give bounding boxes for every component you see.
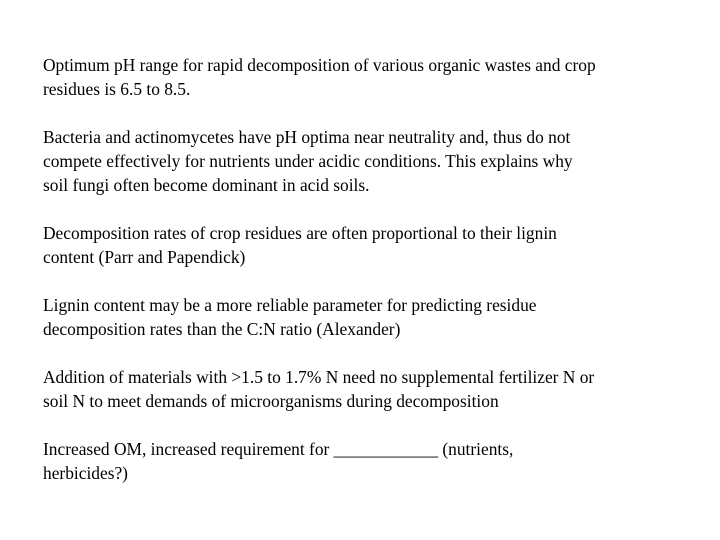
paragraph-lignin-parameter: Lignin content may be a more reliable parameter for predicting residue decomposition rates than the C:N ratio (Alexander)	[43, 295, 537, 339]
paragraph-bacteria-actinomycetes: Bacteria and actinomycetes have pH optima near neutrality and, thus do not compete effectively for nutrients under acidic conditions. This explains why soil fungi often become dominant in acid soils.	[43, 127, 573, 195]
slide-text-body	[43, 53, 693, 509]
paragraph-optimum-ph: Optimum pH range for rapid decomposition of various organic wastes and crop residues is 6.5 to 8.5.	[43, 55, 596, 99]
paragraph-decomposition-lignin: Decomposition rates of crop residues are often proportional to their lignin content (Parr and Papendick)	[43, 223, 557, 267]
paragraph-nitrogen-addition: Addition of materials with >1.5 to 1.7% N need no supplemental fertilizer N or soil N to meet demands of microorganisms during decomposition	[43, 367, 595, 411]
paragraph-increased-om: Increased OM, increased requirement for ____________ (nutrients, herbicides?)	[43, 439, 514, 483]
